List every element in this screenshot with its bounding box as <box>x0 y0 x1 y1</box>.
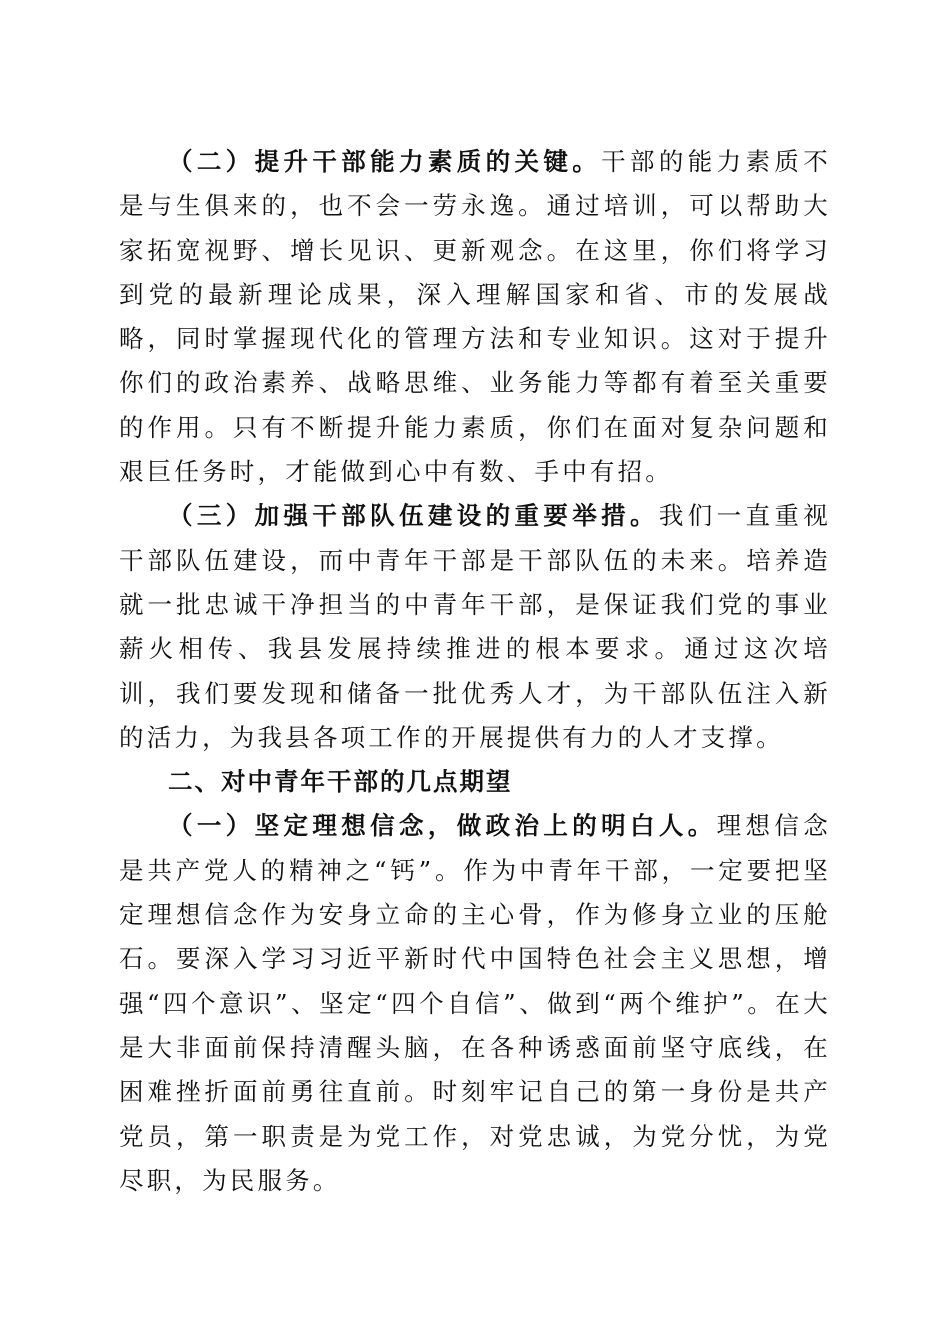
paragraph-capability <box>119 140 831 494</box>
paragraph-lead: （二）提升干部能力素质的关键。 <box>168 147 602 176</box>
paragraph-team-building <box>119 494 831 760</box>
paragraph-text: 干部的能力素质不是与生俱来的，也不会一劳永逸。通过培训，可以帮助大家拓宽视野、增长见识、更新观念。在这里，你们将学习到党的最新理论成果，深入理解国家和省、市的发展战略，同时掌握现代化的管理方法和专业知识。这对于提升你们的政治素养、战略思维、业务能力等都有着至关重要的作用。只有不断提升能力素质，你们在面对复杂问题和艰巨任务时，才能做到心中有数、手中有招。 <box>119 147 831 487</box>
paragraph-lead: （三）加强干部队伍建设的重要举措。 <box>168 501 659 531</box>
paragraph-text: 我们一直重视干部队伍建设，而中青年干部是干部队伍的未来。培养造就一批忠诚干净担当的中青年干部，是保证我们党的事业薪火相传、我县发展持续推进的根本要求。通过这次培训，我们要发现和储备一批优秀人才，为干部队伍注入新的活力，为我县各项工作的开展提供有力的人才支撑。 <box>119 501 831 752</box>
paragraph-lead: （一）坚定理想信念，做政治上的明白人。 <box>168 811 717 841</box>
section-heading: 二、对中青年干部的几点期望 <box>168 767 513 797</box>
document-body <box>119 140 831 1203</box>
paragraph-ideals <box>119 804 831 1203</box>
paragraph-text: 理想信念是共产党人的精神之“钙”。作为中青年干部，一定要把坚定理想信念作为安身立命的主心骨，作为修身立业的压舱石。要深入学习习近平新时代中国特色社会主义思想，增强“四个意识”、坚定“四个自信”、做到“两个维护”。在大是大非面前保持清醒头脑，在各种诱惑面前坚守底线，在困难挫折面前勇往直前。时刻牢记自己的第一身份是共产党员，第一职责是为党工作，对党忠诚，为党分忧，为党尽职，为民服务。 <box>119 811 831 1195</box>
